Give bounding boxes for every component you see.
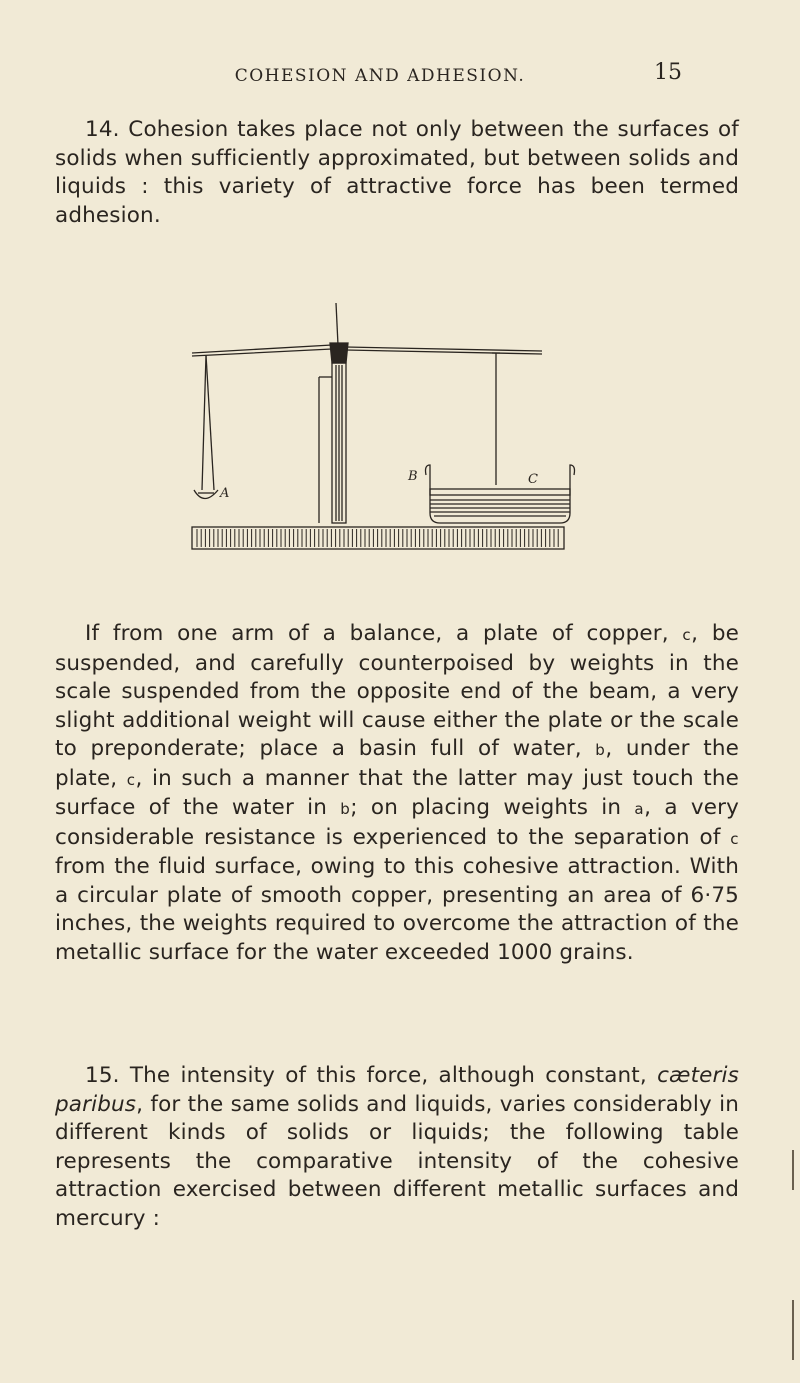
balance-figure	[186, 285, 586, 555]
basin-vessel	[426, 465, 575, 523]
text-run: , under the plate,	[55, 736, 740, 791]
text-run: , in such a manner that the latter may just touch the surface of the water in	[55, 765, 739, 820]
left-hanger-wire	[202, 355, 206, 490]
ref-letter: b	[340, 800, 351, 818]
text-run: 15. The intensity of this force, although constant,	[85, 1063, 658, 1088]
latin-phrase: cæteris paribus	[55, 1063, 739, 1117]
balance-experiment-paragraph	[55, 620, 739, 967]
text-run: ; on placing weights in	[350, 795, 635, 820]
ref-letter: c	[730, 829, 739, 848]
text-run: , for the same solids and liquids, varies considerably in different kinds of solids or liquids; the following table represents the comparative intensity of the cohesive attraction exercised between different metallic surfaces and mercury :	[55, 1091, 739, 1231]
copper-plate-c	[430, 489, 570, 495]
page-number: 15	[654, 60, 682, 85]
beam-left	[192, 345, 332, 356]
section-15-paragraph	[55, 1062, 739, 1233]
text-run: from the fluid surface, owing to this cohesive attraction. With a circular plate of smooth copper, presenting an area of 6·75 inches, the weights required to overcome the attraction of the metallic surface for the water exceeded 1000 grains.	[55, 854, 739, 965]
beam-right	[346, 347, 542, 354]
figure-label-a: A	[220, 486, 230, 501]
ref-letter: c	[682, 626, 692, 644]
figure-label-c: C	[528, 472, 538, 487]
base-hatching	[197, 529, 558, 547]
text-run: , be suspended, and carefully counterpoised by weights in the scale suspended from the opposite end of the beam, a very slight additional weight will cause either the plate or the scale to preponderate; place a basin full of water,	[55, 621, 739, 761]
water-lines	[430, 500, 570, 516]
ref-letter: c	[126, 770, 136, 789]
text-run: , a very considerable resistance is experienced to the separation of	[55, 795, 739, 850]
scale-pan-a	[194, 490, 218, 499]
ref-letter: a	[634, 800, 645, 818]
pivot-pin	[336, 303, 338, 345]
pivot-block	[330, 343, 348, 363]
page-edge-mark	[792, 1300, 794, 1360]
page-edge-mark	[792, 1150, 794, 1190]
running-title: COHESION AND ADHESION.	[234, 66, 526, 86]
section-14-paragraph: 14. Cohesion takes place not only between the surfaces of solids when sufficiently approximated, but between solids and liquids : this variety of attractive force has been termed adhesion.	[55, 117, 739, 228]
ref-letter: b	[595, 741, 606, 759]
text-run: If from one arm of a balance, a plate of copper,	[85, 621, 683, 646]
figure-label-b: B	[408, 469, 418, 484]
balance-illustration	[186, 285, 586, 555]
